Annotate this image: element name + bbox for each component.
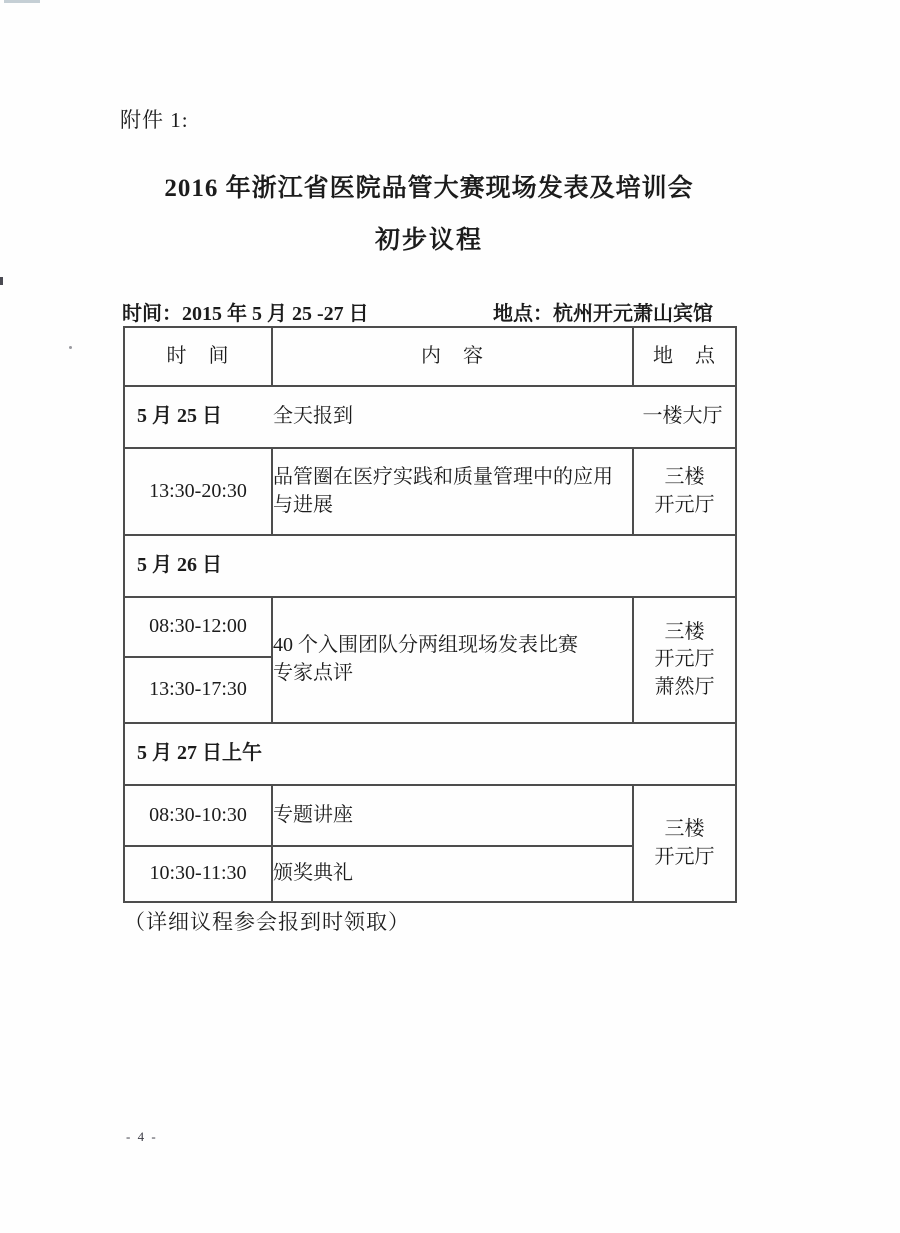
document-title-line1: 2016 年浙江省医院品管大赛现场发表及培训会 — [164, 175, 694, 202]
table-row-day1 — [124, 386, 736, 448]
header-place: 地 点 — [633, 327, 736, 386]
day3-session2-time: 10:30-11:30 — [124, 846, 272, 902]
table-header-row — [124, 327, 736, 386]
day1-evening-place-line1: 三楼 — [664, 465, 705, 488]
attachment-label: 附件 1: — [120, 108, 189, 132]
day2-morning-time: 08:30-12:00 — [124, 597, 272, 657]
meta-line — [0, 297, 900, 323]
day3-session1-activity: 专题讲座 — [272, 785, 633, 846]
document-title-line2: 初步议程 — [374, 227, 483, 254]
table-row-day3-session1 — [124, 785, 736, 846]
day2-place-line3: 萧然厅 — [654, 675, 715, 698]
day1-activity: 全天报到 — [273, 405, 353, 428]
schedule-table — [123, 326, 737, 903]
day2-activity-line1: 40 个入围团队分两组现场发表比赛 — [273, 634, 578, 657]
meta-place: 地点：杭州开元萧山宾馆 — [493, 303, 713, 325]
day2-row — [124, 535, 736, 597]
table-row-day3 — [124, 723, 736, 785]
day3-date: 5 月 27 日上午 — [137, 742, 262, 765]
page-number: - 4 - — [126, 1129, 158, 1144]
day1-row — [124, 386, 736, 448]
day2-place — [633, 597, 736, 723]
table-row-day2 — [124, 535, 736, 597]
day3-place-line1: 三楼 — [664, 817, 705, 840]
header-time: 时 间 — [124, 327, 272, 386]
day1-date: 5 月 25 日 — [137, 405, 222, 428]
day2-date: 5 月 26 日 — [137, 554, 222, 577]
day1-evening-activity: 品管圈在医疗实践和质量管理中的应用与进展 — [272, 448, 633, 535]
day3-row — [124, 723, 736, 785]
day1-evening-place — [633, 448, 736, 535]
day1-evening-time: 13:30-20:30 — [124, 448, 272, 535]
scan-artifact-top — [4, 0, 40, 3]
footnote: （详细议程参会报到时领取） — [124, 910, 410, 934]
meta-time: 时间：2015 年 5 月 25 -27 日 — [122, 303, 369, 325]
table-row-day1-evening — [124, 448, 736, 535]
day1-evening-place-line2: 开元厅 — [654, 493, 715, 516]
day3-session1-time: 08:30-10:30 — [124, 785, 272, 846]
day2-afternoon-time: 13:30-17:30 — [124, 657, 272, 723]
day2-place-line1: 三楼 — [664, 620, 705, 643]
day2-activity — [272, 597, 633, 723]
scan-artifact-dot — [69, 346, 72, 349]
day2-activity-line2: 专家点评 — [273, 662, 353, 684]
day1-place: 一楼大厅 — [642, 405, 723, 428]
table-row-day2-morning — [124, 597, 736, 657]
day3-place-line2: 开元厅 — [654, 845, 715, 868]
document-title — [123, 168, 735, 256]
scan-artifact-left-edge — [0, 277, 3, 285]
day3-place — [633, 785, 736, 902]
day3-session2-activity: 颁奖典礼 — [272, 846, 633, 902]
day2-place-line2: 开元厅 — [654, 648, 715, 671]
header-content: 内 容 — [272, 327, 633, 386]
